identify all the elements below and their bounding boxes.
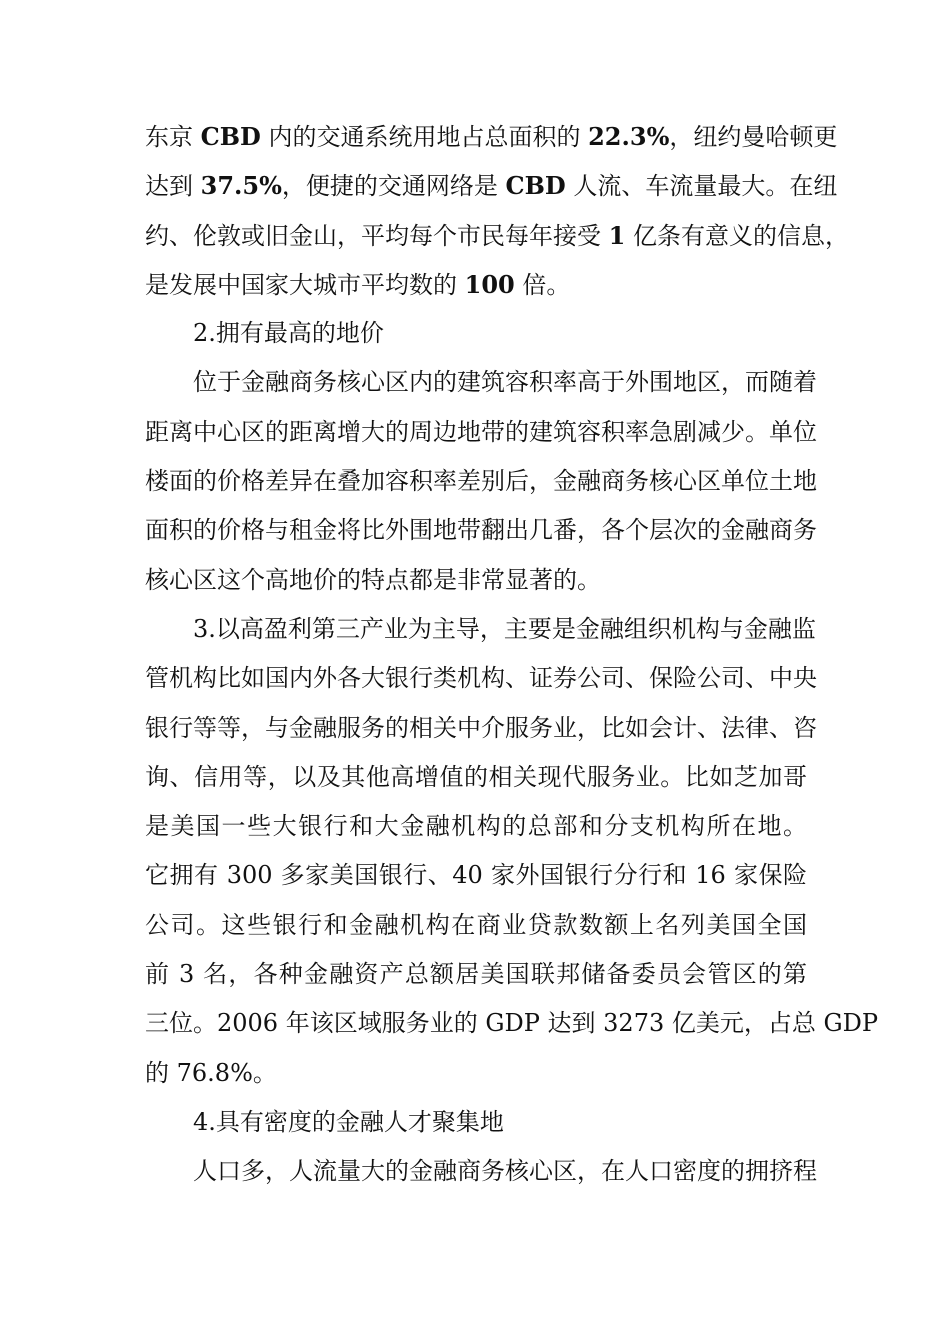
paragraph (145, 309, 807, 358)
text-run: 4.具有密度的金融人才聚集地 (193, 1107, 504, 1136)
bold-text-run: 100 (464, 269, 515, 299)
paragraph (145, 112, 849, 309)
text-run: 银行等等，与金融服务的相关中介服务业，比如会计、法律、咨 (145, 713, 817, 742)
bold-text-run: 22.3% (588, 122, 670, 151)
text-run: 前 3 名，各种金融资产总额居美国联邦储备委员会管区的第 (145, 960, 807, 989)
text-run: 面积的价格与租金将比外围地带翻出几番，各个层次的金融商务 (145, 516, 817, 545)
text-run: 3.以高盈利第三产业为主导，主要是金融组织机构与金融监 (193, 614, 816, 643)
text-line (145, 1147, 817, 1196)
text-line (145, 1049, 807, 1098)
text-line (145, 506, 817, 555)
document-body (145, 112, 879, 1197)
text-line (145, 211, 849, 260)
text-run: 是发展中国家大城市平均数的 (145, 270, 465, 299)
text-line (145, 753, 807, 802)
text-line (145, 802, 807, 851)
text-run: ，便捷的交通网络是 (281, 172, 506, 201)
text-run: 约、伦敦或旧金山，平均每个市民每年接受 (145, 221, 609, 250)
text-line (145, 999, 879, 1048)
text-line (145, 408, 817, 457)
text-line (145, 556, 807, 605)
paragraph (145, 605, 879, 1098)
text-line (145, 1098, 807, 1147)
text-run: 三位。2006 年该区域服务业的 GDP 达到 3273 亿美元，占总 GDP (145, 1009, 879, 1038)
text-run: 人口多，人流量大的金融商务核心区，在人口密度的拥挤程 (193, 1157, 817, 1186)
text-line (145, 260, 807, 309)
paragraph (145, 1147, 817, 1196)
text-run: 的 76.8%。 (145, 1058, 277, 1087)
text-run: 位于金融商务核心区内的建筑容积率高于外围地区，而随着 (193, 368, 817, 397)
text-run: 内的交通系统用地占总面积的 (260, 123, 589, 151)
text-run: 楼面的价格差异在叠加容积率差别后，金融商务核心区单位土地 (145, 467, 817, 496)
text-line (145, 654, 817, 703)
text-line (145, 950, 807, 999)
bold-text-run: CBD (505, 171, 566, 201)
text-run: ，纽约曼哈顿更 (669, 123, 838, 151)
text-run: 它拥有 300 多家美国银行、40 家外国银行分行和 16 家保险 (145, 861, 807, 890)
text-line (145, 605, 816, 654)
text-run: 公司。这些银行和金融机构在商业贷款数额上名列美国全国 (145, 910, 807, 939)
text-line (145, 457, 817, 506)
text-run: 亿条有意义的信息， (625, 221, 849, 250)
text-run: 是美国一些大银行和大金融机构的总部和分支机构所在地。 (145, 812, 807, 841)
text-run: 核心区这个高地价的特点都是非常显著的。 (145, 565, 601, 594)
text-run: 达到 (145, 172, 201, 201)
text-line (145, 358, 817, 407)
text-run: 倍。 (514, 270, 571, 299)
text-run: 距离中心区的距离增大的周边地带的建筑容积率急剧减少。单位 (145, 417, 817, 446)
text-line (145, 309, 807, 358)
text-run: 人流、车流量最大。在纽 (565, 172, 838, 201)
text-line (145, 112, 838, 161)
bold-text-run: 37.5% (200, 171, 282, 201)
text-line (145, 901, 807, 950)
bold-text-run: CBD (200, 122, 261, 151)
text-run: 2.拥有最高的地价 (193, 319, 384, 348)
text-run: 管机构比如国内外各大银行类机构、证券公司、保险公司、中央 (145, 664, 817, 693)
paragraph (145, 1098, 807, 1147)
paragraph (145, 358, 817, 604)
text-line (145, 161, 838, 210)
text-line (145, 851, 807, 900)
text-line (145, 704, 817, 753)
text-run: 询、信用等，以及其他高增值的相关现代服务业。比如芝加哥 (145, 762, 807, 791)
bold-text-run: 1 (608, 220, 626, 250)
text-run: 东京 (145, 123, 201, 151)
